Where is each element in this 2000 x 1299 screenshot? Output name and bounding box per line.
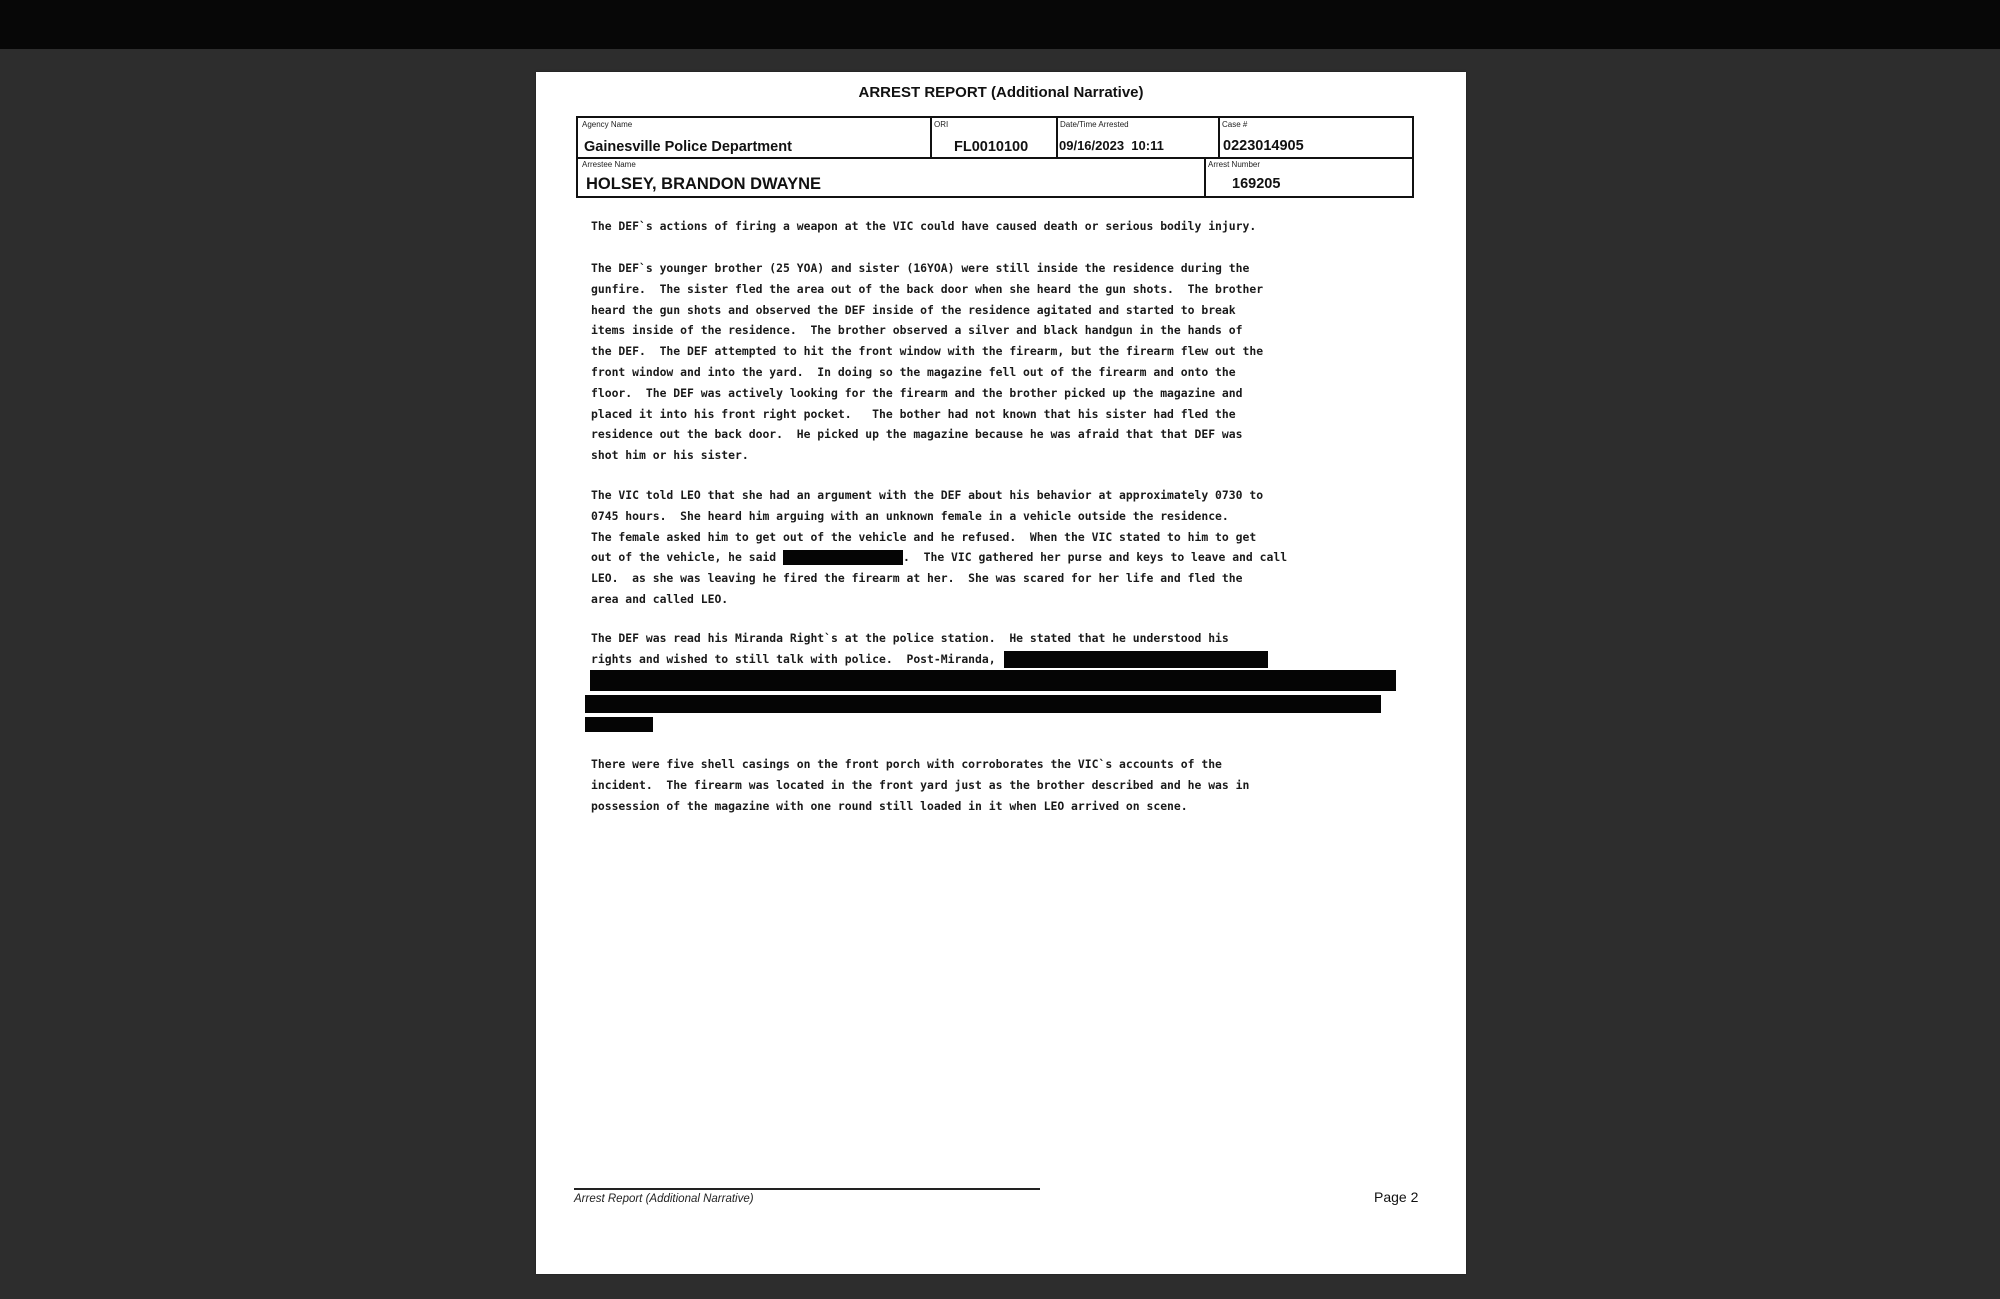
narrative-paragraph-4	[591, 628, 1431, 670]
narrative-line: The DEF`s actions of firing a weapon at the VIC could have caused death or serious bodily injury.	[591, 219, 1257, 233]
case-cell	[1218, 118, 1412, 158]
narrative-paragraph-3	[591, 485, 1431, 610]
narrative-line: items inside of the residence. The brother observed a silver and black handgun in the hands of	[591, 323, 1243, 338]
agency-label: Agency Name	[582, 120, 633, 129]
narrative-paragraph-5	[591, 754, 1431, 816]
case-label: Case #	[1222, 120, 1248, 129]
narrative-line: LEO. as she was leaving he fired the firearm at her. She was scared for her life and fled the	[591, 571, 1243, 586]
date-time-label: Date/Time Arrested	[1060, 120, 1129, 129]
narrative-line: possession of the magazine with one round still loaded in it when LEO arrived on scene.	[591, 798, 1188, 813]
redaction-bar	[585, 717, 653, 732]
document-page	[536, 72, 1466, 1274]
narrative-line	[591, 649, 1431, 670]
narrative-line: heard the gun shots and observed the DEF inside of the residence agitated and started to break	[591, 302, 1236, 317]
narrative-line: The VIC told LEO that she had an argument with the DEF about his behavior at approximately 0730 to	[591, 488, 1264, 502]
ori-label: ORI	[934, 120, 949, 129]
agency-value: Gainesville Police Department	[584, 139, 792, 155]
redaction-bar	[1004, 651, 1268, 668]
narrative-line: There were five shell casings on the front porch with corroborates the VIC`s accounts of the	[591, 757, 1222, 771]
arrestee-value: HOLSEY, BRANDON DWAYNE	[586, 175, 822, 193]
arrestee-label: Arrestee Name	[582, 160, 636, 169]
redaction-bar	[590, 670, 1396, 691]
narrative-line: the DEF. The DEF attempted to hit the front window with the firearm, but the firearm flew out the	[591, 344, 1264, 359]
narrative-text: rights and wished to still talk with police. Post-Miranda,	[591, 651, 1003, 666]
narrative-text: out of the vehicle, he said	[591, 550, 784, 565]
arrest-number-cell	[1204, 158, 1412, 196]
ori-cell	[930, 118, 1056, 158]
narrative-line: residence out the back door. He picked up the magazine because he was afraid that that DEF was	[591, 427, 1243, 442]
narrative-paragraph-2	[591, 258, 1431, 466]
arrest-number-value: 169205	[1232, 176, 1281, 192]
footer-divider	[574, 1188, 1040, 1190]
narrative-line: front window and into the yard. In doing so the magazine fell out of the firearm and onto the	[591, 364, 1236, 379]
narrative-text: . The VIC gathered her purse and keys to leave and call	[903, 550, 1288, 565]
narrative-line: placed it into his front right pocket. The bother had not known that his sister had fled the	[591, 406, 1236, 421]
narrative-line: area and called LEO.	[591, 591, 729, 606]
arrest-number-label: Arrest Number	[1208, 160, 1261, 169]
redaction-bar	[783, 550, 903, 565]
narrative-line: The female asked him to get out of the vehicle and he refused. When the VIC stated to him to get	[591, 529, 1257, 544]
footer-report-name: Arrest Report (Additional Narrative)	[574, 1193, 754, 1205]
redaction-bar	[585, 695, 1381, 713]
date-time-cell	[1056, 118, 1218, 158]
narrative-line: 0745 hours. She heard him arguing with an unknown female in a vehicle outside the residence.	[591, 508, 1229, 523]
narrative-line: floor. The DEF was actively looking for the firearm and the brother picked up the magazine and	[591, 385, 1243, 400]
date-time-value: 09/16/2023 10:11	[1059, 138, 1164, 153]
viewer-top-bar	[0, 0, 2000, 49]
case-value: 0223014905	[1223, 138, 1304, 154]
narrative-paragraph-1	[591, 216, 1431, 237]
report-header-table	[576, 116, 1414, 198]
page-number: Page 2	[1374, 1189, 1419, 1205]
agency-cell	[578, 118, 930, 158]
narrative-line	[591, 547, 1431, 568]
report-title: ARREST REPORT (Additional Narrative)	[858, 84, 1144, 101]
ori-value: FL0010100	[954, 139, 1029, 155]
narrative-line: shot him or his sister.	[591, 448, 749, 463]
narrative-line: The DEF was read his Miranda Right`s at the police station. He stated that he understood his	[591, 631, 1229, 645]
narrative-line: incident. The firearm was located in the front yard just as the brother described and he was in	[591, 777, 1250, 792]
narrative-line: gunfire. The sister fled the area out of the back door when she heard the gun shots. The brother	[591, 281, 1264, 296]
arrestee-cell	[578, 158, 1204, 196]
narrative-line: The DEF`s younger brother (25 YOA) and sister (16YOA) were still inside the residence during the	[591, 261, 1250, 275]
